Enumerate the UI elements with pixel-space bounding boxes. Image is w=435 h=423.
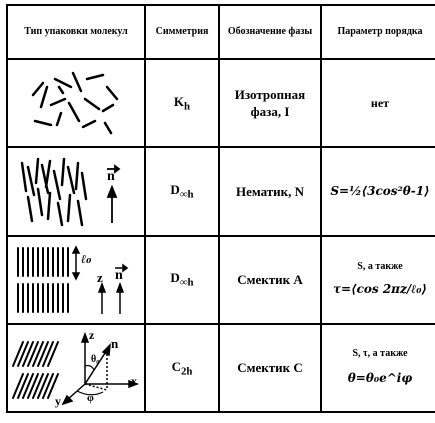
isotropic-molecules-drawing (21, 65, 131, 141)
symmetry-symbol: D (170, 182, 180, 198)
table-row (7, 147, 435, 235)
z-axis-label: z (97, 269, 103, 285)
symmetry-symbol: K (173, 93, 185, 109)
director-n-label: n (111, 335, 119, 351)
phase-table (6, 4, 435, 413)
header-packing-type: Тип упаковки молекул (7, 5, 145, 59)
order-parameter-cell (321, 147, 435, 235)
packing-illustration-isotropic (7, 59, 145, 147)
x-axis-label: x (131, 373, 137, 388)
table-row (7, 59, 435, 147)
table-row (7, 324, 435, 412)
packing-illustration-nematic (7, 147, 145, 235)
packing-illustration-smectic-a (7, 236, 145, 324)
symmetry-symbol: C (171, 358, 181, 374)
phase-name: Изотропная фаза, I (219, 59, 321, 147)
director-n-label: n (115, 267, 123, 283)
header-symmetry: Симметрия (145, 5, 219, 59)
phase-name: Нематик, N (219, 147, 321, 235)
order-parameter-cell (321, 236, 435, 324)
z-axis-label: z (89, 327, 95, 342)
symmetry-cell (145, 147, 219, 235)
table-row (7, 236, 435, 324)
symmetry-subscript: ∞h (179, 188, 194, 201)
packing-illustration-smectic-c (7, 324, 145, 412)
y-axis-label: y (55, 393, 61, 408)
phase-name: Смектик C (219, 324, 321, 412)
theta-label: θ₀ (91, 353, 100, 365)
symmetry-symbol: D (170, 270, 180, 286)
order-parameter-formula: τ=⟨cos 2πz/ℓ₀⟩ (332, 282, 428, 297)
header-phase-designation: Обозначение фазы (219, 5, 321, 59)
symmetry-subscript: ∞h (179, 276, 194, 289)
nematic-molecules-drawing (16, 153, 136, 229)
phase-name: Смектик A (219, 236, 321, 324)
header-row (7, 5, 435, 59)
symmetry-cell (145, 59, 219, 147)
smectic-c-molecules-drawing (11, 328, 141, 408)
symmetry-subscript: h (184, 100, 191, 113)
symmetry-cell (145, 324, 219, 412)
director-n-label: n (107, 169, 115, 185)
order-parameter-cell (321, 324, 435, 412)
layer-spacing-label: ℓ₀ (81, 251, 92, 266)
order-parameter-note: S, τ, а также (352, 348, 408, 360)
order-parameter-formula: θ=θ₀e^iφ (347, 371, 413, 386)
symmetry-cell (145, 236, 219, 324)
order-parameter-formula: S=½⟨3cos²θ-1⟩ (330, 184, 430, 199)
symmetry-subscript: 2h (180, 365, 193, 378)
order-parameter-note: S, а также (357, 261, 403, 273)
order-parameter: нет (321, 59, 435, 147)
header-order-parameter: Параметр порядка (321, 5, 435, 59)
phi-label: φ (87, 391, 94, 404)
